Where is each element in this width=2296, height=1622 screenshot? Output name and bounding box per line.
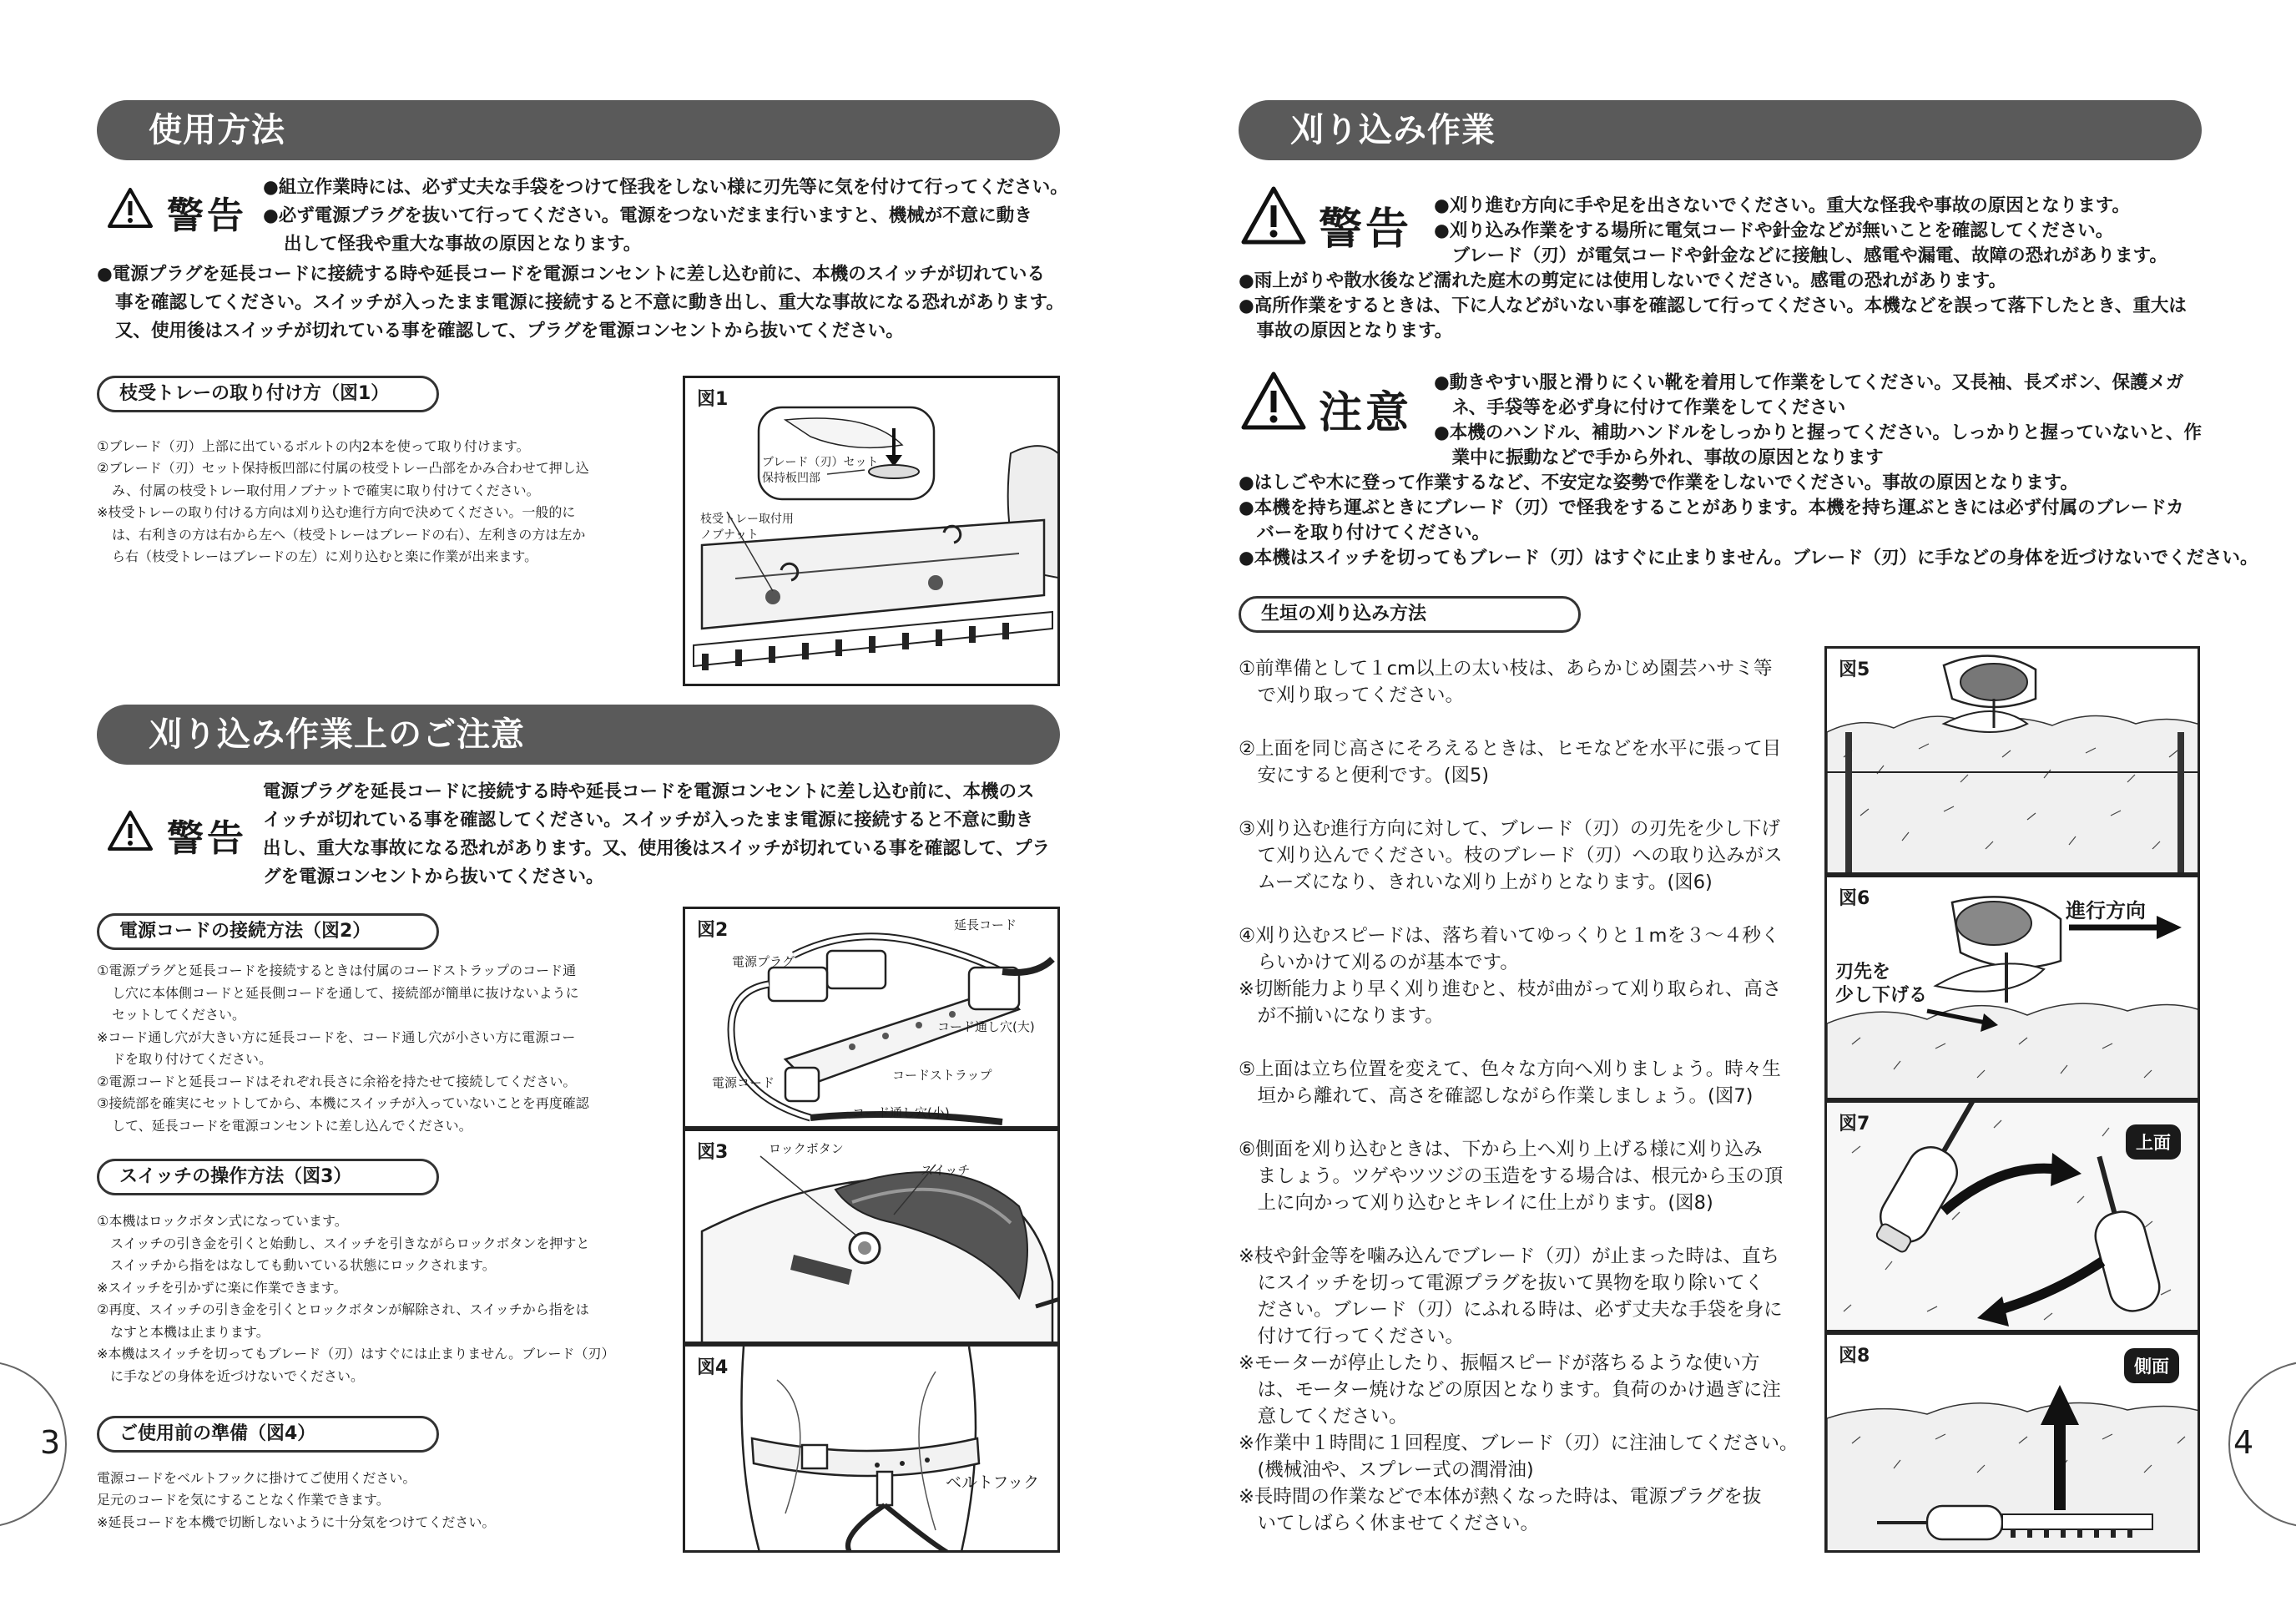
- hedge-note-line: ださい。ブレード（刃）にふれる時は、必ず丈夫な手袋を身に: [1239, 1299, 1783, 1321]
- caution-warning-line: グを電源コンセントから抜いてください。: [263, 867, 604, 887]
- caution-triangle-icon: [1240, 371, 1307, 431]
- hedge-note-line: 意してください。: [1239, 1406, 1408, 1427]
- hedge-note-line: いてしばらく休ませてください。: [1239, 1513, 1540, 1534]
- switch-text-line: ※本機はスイッチを切ってもブレード（刃）はすぐには止まりません。ブレード（刃）: [97, 1346, 615, 1362]
- usage-notice-line: 事を確認してください。スイッチが入ったまま電源に接続すると不意に動き出し、重大な事故になる恐れがあります。: [115, 292, 1064, 313]
- switch-text-line: ①本機はロックボタン式になっています。: [97, 1213, 348, 1229]
- switch-text-line: スイッチから指をはなしても動いている状態にロックされます。: [97, 1257, 496, 1273]
- figure-2-plug-tag: 電源プラグ: [732, 954, 795, 969]
- figure-1: [683, 376, 1060, 686]
- trim-warning-notice-line: 事故の原因となります。: [1239, 321, 1453, 341]
- usage-warning-line: ●必ず電源プラグを抜いて行ってください。電源をつないだまま行いますと、機械が不意に動き: [263, 205, 1032, 226]
- trim-caution-notice-line: ●本機を持ち運ぶときにブレード（刃）で怪我をすることがあります。本機を持ち運ぶときには必ず付属のブレードカ: [1239, 498, 2184, 518]
- prep-heading: ご使用前の準備（図4）: [97, 1416, 439, 1453]
- prep-text-line: 電源コードをベルトフックに掛けてご使用ください。: [97, 1470, 416, 1486]
- trim-caution-line: 業中に振動などで手から外れ、事故の原因となります: [1434, 447, 1884, 468]
- figure-7-badge: 上面: [2126, 1124, 2181, 1160]
- switch-text-line: なすと本機は止まります。: [97, 1324, 270, 1340]
- figure-8-label: 図8: [1839, 1346, 1870, 1367]
- figure-4-label: 図4: [697, 1357, 729, 1378]
- hedge-step-line: ②上面を同じ高さにそろえるときは、ヒモなどを水平に張って目: [1239, 738, 1782, 760]
- figure-7: [1824, 1100, 2200, 1332]
- figure-2-ext-tag: 延長コード: [954, 917, 1017, 932]
- trim-caution-notice-line: ●本機はスイッチを切ってもブレード（刃）はすぐに止まりません。ブレード（刃）に手などの身体を近づけないでください。: [1239, 548, 2258, 568]
- usage-warning-word: 警告: [167, 195, 247, 237]
- tray-text-line: ら右（枝受トレーはブレードの左）に刈り込むと楽に作業が出来ます。: [112, 548, 538, 564]
- hedge-step-line: 垣から離れて、高さを確認しながら作業しましょう。(図7): [1239, 1085, 1754, 1107]
- caution-warning-line: イッチが切れている事を確認してください。スイッチが入ったまま電源に接続すると不意に動き: [263, 810, 1034, 831]
- figure-6: [1824, 875, 2200, 1100]
- hedge-note-line: ※枝や針金等を噛み込んでブレード（刃）が止まった時は、直ち: [1239, 1246, 1779, 1267]
- usage-notice-line: 又、使用後はスイッチが切れている事を確認して、プラグを電源コンセントから抜いてください。: [115, 321, 904, 341]
- trim-warning-line: ●刈り込み作業をする場所に電気コードや針金などが無いことを確認してください。: [1434, 220, 2114, 241]
- hedge-step-line: が不揃いになります。: [1239, 1005, 1444, 1027]
- figure-6-label: 図6: [1839, 888, 1870, 909]
- switch-text-line: スイッチの引き金を引くと始動し、スイッチを引きながらロックボタンを押すと: [97, 1235, 590, 1251]
- trim-caution-notice-line: ●はしごや木に登って作業するなど、不安定な姿勢で作業をしないでください。事故の原因となります。: [1239, 472, 2079, 493]
- prep-text-line: 足元のコードを気にすることなく作業できます。: [97, 1492, 390, 1508]
- prep-text-line: ※延長コードを本機で切断しないように十分気をつけてください。: [97, 1514, 496, 1530]
- tray-text-line: ※枝受トレーの取り付ける方向は刈り込む進行方向で決めてください。一般的に: [97, 504, 576, 520]
- figure-2: [683, 907, 1060, 1129]
- tray-text-line: ②ブレード（刃）セット保持板凹部に付属の枝受トレー凸部をかみ合わせて押し込: [97, 460, 589, 476]
- hedge-step-line: で刈り取ってください。: [1239, 685, 1465, 706]
- switch-text-line: ②再度、スイッチの引き金を引くとロックボタンが解除され、スイッチから指をは: [97, 1301, 589, 1317]
- cord-text-line: セットしてください。: [112, 1007, 246, 1023]
- hedge-note-line: にスイッチを切って電源プラグを抜いて異物を取り除いてく: [1239, 1272, 1764, 1294]
- cord-text-line: ドを取り付けてください。: [112, 1051, 273, 1067]
- figure-1-nut-tag: 枝受トレー取付用 ノブナット: [700, 513, 794, 542]
- trim-warning-notice-line: ●雨上がりや散水後など濡れた庭木の剪定には使用しないでください。感電の恐れがあります。: [1239, 270, 2007, 291]
- figure-5-label: 図5: [1839, 659, 1870, 680]
- warning-triangle-icon: [107, 810, 154, 851]
- figure-8-badge: 側面: [2124, 1348, 2179, 1383]
- trim-caution-line: ネ、手袋等を必ず身に付けて作業をしてください: [1434, 397, 1846, 418]
- trim-warning-line: ●刈り進む方向に手や足を出さないでください。重大な怪我や事故の原因となります。: [1434, 195, 2131, 216]
- figure-1-label: 図1: [697, 389, 729, 410]
- trim-caution-notice-line: バーを取り付けてください。: [1239, 523, 1491, 543]
- hedge-step-line: ⑤上面は立ち位置を変えて、色々な方向へ刈りましょう。時々生: [1239, 1059, 1781, 1080]
- figure-5: [1824, 646, 2200, 875]
- hedge-step-line: ⑥側面を刈り込むときは、下から上へ刈り上げる様に刈り込み: [1239, 1139, 1763, 1160]
- trim-caution-line: ●本機のハンドル、補助ハンドルをしっかりと握ってください。しっかりと握っていないと、作: [1434, 422, 2203, 443]
- trim-warning-word: 警告: [1319, 205, 1413, 255]
- hedge-step-line: 上に向かって刈り込むとキレイに仕上がります。(図8): [1239, 1192, 1713, 1214]
- hedge-note-line: ※長時間の作業などで本体が熱くなった時は、電源プラグを抜: [1239, 1486, 1762, 1508]
- usage-notice-line: ●電源プラグを延長コードに接続する時や延長コードを電源コンセントに差し込む前に、本機のスイッチが切れている: [97, 264, 1045, 285]
- hedge-step-line: て刈り込んでください。枝のブレード（刃）への取り込みがス: [1239, 845, 1783, 867]
- figure-4-hook-tag: ベルトフック: [946, 1473, 1040, 1492]
- trim-warning-line: ブレード（刃）が電気コードや針金などに接触し、感電や漏電、故障の恐れがあります。: [1434, 245, 2167, 266]
- trim-caution-line: ●動きやすい服と滑りにくい靴を着用して作業をしてください。又長袖、長ズボン、保護メガ: [1434, 372, 2184, 393]
- hedge-step-line: 安にすると便利です。(図5): [1239, 765, 1490, 786]
- figure-5-hedge-illustration: [1827, 649, 2200, 875]
- usage-warning-line: ●組立作業時には、必ず丈夫な手袋をつけて怪我をしない様に刃先等に気を付けて行ってください。: [263, 177, 1068, 198]
- figure-2-big-hole-tag: コード通し穴(大): [937, 1019, 1035, 1034]
- figure-2-label: 図2: [697, 920, 729, 941]
- page-number-left: 3: [40, 1424, 61, 1461]
- caution-warning-line: 出し、重大な事故になる恐れがあります。又、使用後はスイッチが切れている事を確認して、プラ: [263, 838, 1050, 859]
- hedge-step-line: ④刈り込むスピードは、落ち着いてゆっくりと１mを３〜４秒く: [1239, 925, 1780, 947]
- tray-text-line: ①ブレード（刃）上部に出ているボルトの内2本を使って取り付けます。: [97, 438, 530, 454]
- hedge-step-line: ①前準備として１cm以上の太い枝は、あらかじめ園芸ハサミ等: [1239, 658, 1773, 680]
- trim-section-title: 刈り込み作業: [1239, 100, 2202, 160]
- hedge-heading: 生垣の刈り込み方法: [1239, 596, 1581, 633]
- hedge-note-line: ※モーターが停止したり、振幅スピードが落ちるような使い方: [1239, 1352, 1760, 1374]
- figure-3: [683, 1129, 1060, 1344]
- cord-text-line: ※コード通し穴が大きい方に延長コードを、コード通し穴が小さい方に電源コー: [97, 1029, 576, 1045]
- hedge-note-line: 付けて行ってください。: [1239, 1326, 1465, 1347]
- trim-warning-notice-line: ●高所作業をするときは、下に人などがいない事を確認して行ってください。本機などを誤って落下したとき、重大は: [1239, 296, 2187, 316]
- figure-3-switch-illustration: [685, 1131, 1060, 1344]
- switch-heading: スイッチの操作方法（図3）: [97, 1159, 439, 1195]
- figure-2-small-hole-tag: コード通し穴(小): [852, 1105, 950, 1120]
- hedge-note-line: は、モーター焼けなどの原因となります。負荷のかけ過ぎに注: [1239, 1379, 1781, 1401]
- figure-4: [683, 1344, 1060, 1553]
- figure-3-lock-tag: ロックボタン: [769, 1141, 844, 1156]
- figure-6-direction-tag: 進行方向: [2066, 899, 2146, 922]
- hedge-step-line: ※切断能力より早く刈り進むと、枝が曲がって刈り取られ、高さ: [1239, 978, 1782, 1000]
- figure-7-label: 図7: [1839, 1114, 1870, 1134]
- cord-text-line: ③接続部を確実にセットしてから、本機にスイッチが入っていないことを再度確認: [97, 1095, 589, 1111]
- hedge-step-line: らいかけて刈るのが基本です。: [1239, 952, 1519, 973]
- tray-text-line: は、右利きの方は右から左へ（枝受トレーはブレードの右）、左利きの方は左か: [112, 527, 586, 543]
- usage-section-title: 使用方法: [97, 100, 1060, 160]
- cord-text-line: し穴に本体側コードと延長側コードを通して、接続部が簡単に抜けないように: [112, 985, 579, 1001]
- caution-warning-word: 警告: [167, 817, 247, 860]
- figure-2-cord-tag: 電源コード: [712, 1075, 775, 1090]
- figure-1-holder-tag: ブレード（刃）セット 保持板凹部: [762, 456, 879, 485]
- caution-section-title: 刈り込み作業上のご注意: [97, 705, 1060, 765]
- hedge-step-line: ムーズになり、きれいな刈り上がりとなります。(図6): [1239, 872, 1713, 893]
- hedge-step-line: ましょう。ツゲやツツジの玉造をする場合は、根元から玉の頂: [1239, 1165, 1784, 1187]
- caution-warning-line: 電源プラグを延長コードに接続する時や延長コードを電源コンセントに差し込む前に、本機のス: [263, 781, 1035, 802]
- cord-text-line: ②電源コードと延長コードはそれぞれ長さに余裕を持たせて接続してください。: [97, 1074, 577, 1089]
- figure-4-belt-illustration: [685, 1347, 1060, 1553]
- figure-6-tip-tag: 刃先を 少し下げる: [1835, 962, 1928, 1006]
- figure-8: [1824, 1332, 2200, 1553]
- tray-text-line: み、付属の枝受トレー取付用ノブナットで確実に取り付けてください。: [112, 483, 540, 498]
- cord-heading: 電源コードの接続方法（図2）: [97, 913, 439, 950]
- hedge-step-line: ③刈り込む進行方向に対して、ブレード（刃）の刃先を少し下げ: [1239, 818, 1780, 840]
- cord-text-line: ①電源プラグと延長コードを接続するときは付属のコードストラップのコード通: [97, 963, 577, 978]
- tray-heading: 枝受トレーの取り付け方（図1）: [97, 376, 439, 412]
- trim-caution-word: 注意: [1319, 388, 1413, 438]
- switch-text-line: に手などの身体を近づけないでください。: [97, 1368, 365, 1384]
- usage-warning-line: 出して怪我や重大な事故の原因となります。: [284, 234, 642, 255]
- figure-2-strap-tag: コードストラップ: [892, 1068, 992, 1083]
- cord-text-line: して、延長コードを電源コンセントに差し込んでください。: [112, 1118, 472, 1134]
- hedge-note-line: ※作業中１時間に１回程度、ブレード（刃）に注油してください。: [1239, 1433, 1799, 1454]
- warning-triangle-icon: [1240, 185, 1307, 245]
- warning-triangle-icon: [107, 187, 154, 229]
- switch-text-line: ※スイッチを引かずに楽に作業できます。: [97, 1280, 347, 1296]
- hedge-note-line: (機械油や、スプレー式の潤滑油): [1239, 1459, 1534, 1481]
- figure-3-switch-tag: スイッチ: [921, 1163, 971, 1178]
- page-number-right: 4: [2233, 1424, 2254, 1461]
- figure-3-label: 図3: [697, 1142, 729, 1163]
